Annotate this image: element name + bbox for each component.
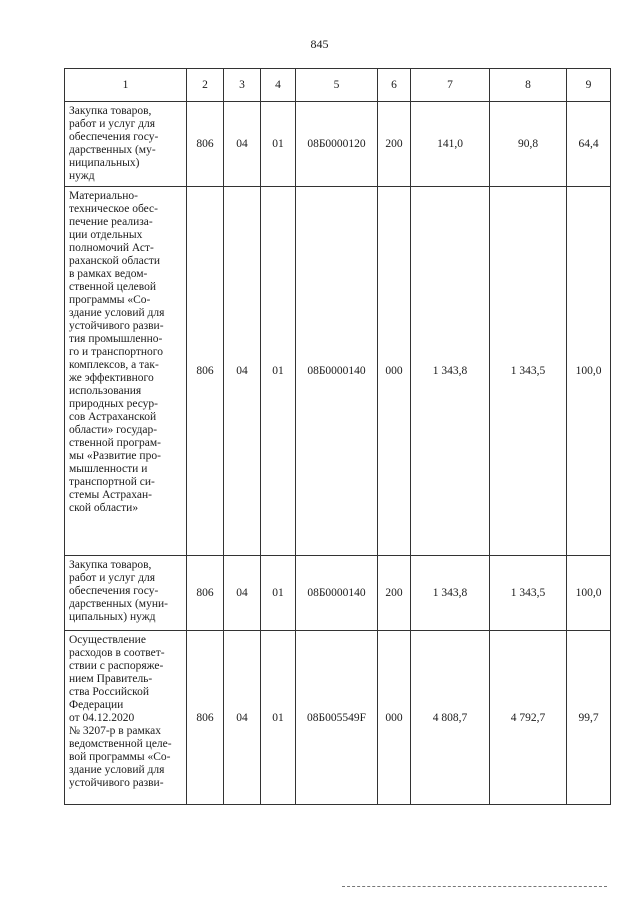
cell-section: 04 (224, 102, 261, 187)
scan-artifact-line (342, 886, 607, 887)
cell-percent: 100,0 (567, 187, 611, 556)
cell-subsection: 01 (261, 631, 296, 805)
cell-percent: 100,0 (567, 556, 611, 631)
cell-target-code: 08Б005549F (296, 631, 378, 805)
table-row (65, 102, 611, 187)
cell-target-code: 08Б0000140 (296, 556, 378, 631)
table-header-row (65, 69, 611, 102)
cell-planned-amount: 1 343,8 (411, 187, 490, 556)
cell-executed-amount: 90,8 (490, 102, 567, 187)
cell-planned-amount: 141,0 (411, 102, 490, 187)
column-header-3: 3 (224, 69, 261, 102)
table-row (65, 556, 611, 631)
cell-subsection: 01 (261, 556, 296, 631)
row-description: Осуществление расходов в соответ- ствии с распоряже- нием Правитель- ства Российской Федерации от 04.12.2020 № 3207-р в рамках ведомственной целе- вой программы «Со- здание условий для устойчивого разви- (65, 631, 187, 805)
column-header-8: 8 (490, 69, 567, 102)
cell-subsection: 01 (261, 102, 296, 187)
column-header-1: 1 (65, 69, 187, 102)
cell-target-code: 08Б0000140 (296, 187, 378, 556)
cell-executed-amount: 4 792,7 (490, 631, 567, 805)
cell-subsection: 01 (261, 187, 296, 556)
cell-executed-amount: 1 343,5 (490, 556, 567, 631)
cell-section: 04 (224, 187, 261, 556)
cell-section: 04 (224, 631, 261, 805)
cell-expense-type: 000 (378, 631, 411, 805)
row-description: Материально- техническое обес- печение реализа- ции отдельных полномочий Аст- раханской области в рамках ведом- ственной целевой программы «Со- здание условий для устойчивого разви- тия промышленно- го и транспортного комплексов, а так- же эффективного использования природных ресур- сов Астраханской области» государ- ственной програм- мы «Развитие про- мышленности и транспортной си- стемы Астрахан- ской области» (65, 187, 187, 556)
cell-section: 04 (224, 556, 261, 631)
cell-executed-amount: 1 343,5 (490, 187, 567, 556)
cell-planned-amount: 4 808,7 (411, 631, 490, 805)
table-row (65, 187, 611, 556)
row-description: Закупка товаров, работ и услуг для обеспечения госу- дарственных (муни- ципальных) нужд (65, 556, 187, 631)
cell-percent: 99,7 (567, 631, 611, 805)
column-header-4: 4 (261, 69, 296, 102)
cell-department: 806 (187, 102, 224, 187)
cell-expense-type: 000 (378, 187, 411, 556)
column-header-9: 9 (567, 69, 611, 102)
column-header-6: 6 (378, 69, 411, 102)
cell-expense-type: 200 (378, 556, 411, 631)
column-header-7: 7 (411, 69, 490, 102)
cell-expense-type: 200 (378, 102, 411, 187)
cell-department: 806 (187, 187, 224, 556)
row-description: Закупка товаров, работ и услуг для обеспечения госу- дарственных (му- ниципальных) нужд (65, 102, 187, 187)
page-number: 845 (310, 37, 329, 51)
column-header-5: 5 (296, 69, 378, 102)
column-header-2: 2 (187, 69, 224, 102)
cell-percent: 64,4 (567, 102, 611, 187)
cell-planned-amount: 1 343,8 (411, 556, 490, 631)
cell-department: 806 (187, 556, 224, 631)
cell-target-code: 08Б0000120 (296, 102, 378, 187)
cell-department: 806 (187, 631, 224, 805)
budget-table (64, 68, 611, 805)
table-row (65, 631, 611, 805)
